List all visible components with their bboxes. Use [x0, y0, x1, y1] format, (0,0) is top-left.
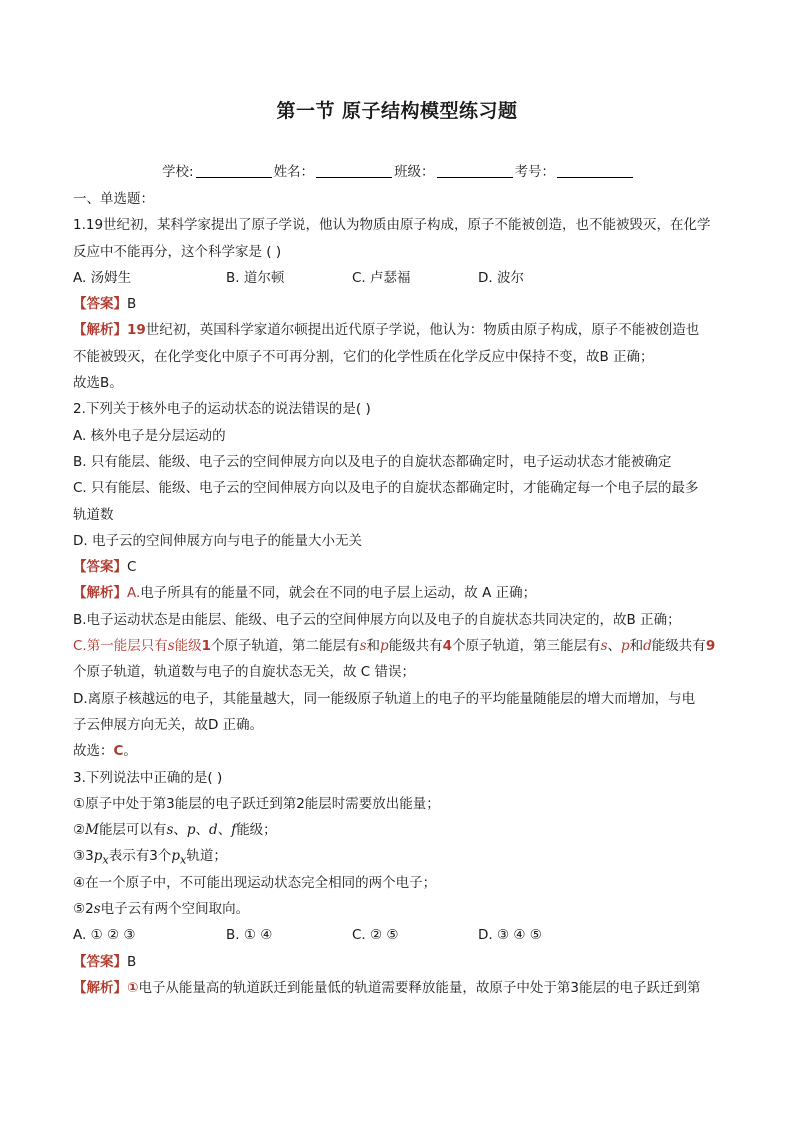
statement-number: ⑤2 [73, 901, 94, 918]
orbital-symbol: s [166, 822, 174, 839]
q2-option-c-line2: 轨道数 [73, 506, 114, 523]
q3-option-b: B. ① ④ [226, 927, 273, 944]
class-blank[interactable] [437, 163, 513, 178]
q2-conclusion-head: 故选： [73, 743, 114, 760]
analysis-tag: 【解析】 [73, 322, 127, 339]
q3-statement-4: ④在一个原子中，不可能出现运动状态完全相同的两个电子； [73, 874, 437, 891]
statement-text: 表示有3个 [108, 848, 172, 865]
q3-options [73, 922, 733, 948]
q3-statement-3 [73, 843, 733, 869]
school-label: 学校: [162, 164, 194, 180]
exam-number-label: 考号： [514, 164, 556, 180]
orbital-symbol: p [621, 638, 630, 655]
q2-analysis-c-text: 第一能层只有 [86, 638, 168, 655]
q2-analysis-c-line2: 个原子轨道，轨道数与电子的自旋状态无关，故 C 错误； [73, 664, 416, 681]
q1-option-b: B. 道尔顿 [226, 269, 285, 286]
q1-answer [73, 291, 733, 317]
orbital-subscript: x [102, 854, 109, 868]
q3-statement-2 [73, 817, 733, 843]
q3-option-c: C. ② ⑤ [352, 927, 399, 944]
statement-number: ② [73, 822, 86, 839]
q2-analysis-c-text: 能级共有 [388, 638, 443, 655]
q2-analysis-c-text: 和 [366, 638, 380, 655]
q2-analysis-c-text: 能级 [174, 638, 202, 655]
q2-analysis-c-text: 、 [607, 638, 621, 655]
statement-number: ③3 [73, 848, 94, 865]
q2-analysis-d-line1: D.离原子核越远的电子，其能量越大，同一能级原子轨道上的电子的平均能量随能层的增大而增加，与电 [73, 690, 696, 707]
q3-analysis-head: ① [127, 979, 139, 996]
answer-tag: 【答案】 [73, 559, 127, 576]
section-heading: 一、单选题： [73, 191, 154, 207]
q2-analysis-c-text: 能级共有 [651, 638, 706, 655]
q2-conclusion-tail: 。 [123, 743, 137, 760]
page-title: 第一节 原子结构模型练习题 [276, 100, 518, 122]
answer-tag: 【答案】 [73, 296, 127, 313]
statement-text: 、 [217, 822, 232, 839]
q3-option-a: A. ① ② ③ [73, 927, 136, 944]
q1-analysis-text1: 世纪初，英国科学家道尔顿提出近代原子学说，他认为：物质由原子构成，原子不能被创造也 [145, 322, 700, 339]
name-label: 姓名： [273, 164, 315, 180]
q1-analysis-number: 19 [127, 322, 146, 339]
q2-analysis-d-line2: 子云伸展方向无关，故D 正确。 [73, 716, 264, 733]
q2-analysis-c-text: 个原子轨道，第二能层有 [211, 638, 360, 655]
q2-analysis-c-text: 个原子轨道，第三能层有 [452, 638, 601, 655]
q1-analysis-line1 [73, 317, 733, 343]
orbital-symbol: s [600, 638, 608, 655]
q1-answer-value: B [127, 296, 137, 313]
orbital-count: 1 [201, 638, 212, 655]
q2-option-c-line1: C. 只有能层、能级、电子云的空间伸展方向以及电子的自旋状态都确定时，才能确定每一个电子层的最多 [73, 480, 699, 497]
statement-text: 能层可以有 [98, 822, 167, 839]
orbital-symbol: p [171, 848, 180, 865]
orbital-symbol: p [186, 822, 196, 839]
q1-options [73, 265, 733, 291]
class-label: 班级： [394, 164, 435, 180]
q1-stem-line1: 1.19世纪初，某科学家提出了原子学说，他认为物质由原子构成，原子不能被创造，也不能被毁灭，在化学 [73, 217, 711, 234]
q2-answer-value: C [127, 559, 137, 576]
q2-analysis-c-head: C. [73, 638, 87, 655]
q3-analysis-text: 电子从能量高的轨道跃迁到能量低的轨道需要释放能量，故原子中处于第3能层的电子跃迁到第 [138, 979, 701, 996]
statement-text: 能级； [236, 822, 277, 839]
orbital-symbol: d [643, 638, 652, 655]
statement-text: 轨道； [186, 848, 227, 865]
orbital-symbol: d [209, 822, 218, 839]
analysis-tag: 【解析】 [73, 979, 127, 996]
orbital-count: 4 [442, 638, 453, 655]
orbital-subscript: x [179, 854, 187, 868]
name-blank[interactable] [316, 163, 392, 178]
q2-option-d: D. 电子云的空间伸展方向与电子的能量大小无关 [73, 532, 362, 549]
statement-text: 电子云有两个空间取向。 [100, 901, 250, 918]
document-content [73, 186, 733, 1001]
q2-analysis-a [73, 580, 733, 606]
exam-number-blank[interactable] [557, 163, 633, 178]
q3-statement-5 [73, 896, 733, 922]
q2-answer [73, 554, 733, 580]
q2-option-a: A. 核外电子是分层运动的 [73, 427, 226, 444]
q2-stem: 2.下列关于核外电子的运动状态的说法错误的是( ) [73, 401, 371, 418]
q1-option-c: C. 卢瑟福 [352, 269, 411, 286]
orbital-symbol: p [380, 638, 389, 655]
q1-analysis-line2: 不能被毁灭，在化学变化中原子不可再分割，它们的化学性质在化学反应中保持不变，故B 正确； [73, 348, 654, 365]
q1-option-a: A. 汤姆生 [73, 269, 132, 286]
q3-answer-value: B [127, 953, 137, 970]
q2-conclusion [73, 738, 733, 764]
school-blank[interactable] [196, 163, 272, 178]
q3-analysis-line1 [73, 975, 733, 1001]
q2-analysis-c-line1 [73, 633, 733, 659]
student-info-line [162, 160, 635, 180]
orbital-symbol: s [93, 901, 101, 918]
orbital-count: 9 [705, 638, 716, 655]
answer-tag: 【答案】 [73, 953, 127, 970]
q2-analysis-c-text: 和 [629, 638, 644, 655]
analysis-tag: 【解析】 [73, 585, 127, 602]
q2-analysis-a-head: A. [127, 585, 141, 602]
q2-analysis-b: B.电子运动状态是由能层、能级、电子云的空间伸展方向以及电子的自旋状态共同决定的，故B 正确； [73, 611, 681, 628]
q2-option-b: B. 只有能层、能级、电子云的空间伸展方向以及电子的自旋状态都确定时，电子运动状态才能被确定 [73, 453, 672, 470]
statement-text: 、 [195, 822, 210, 839]
q2-analysis-a-text: 电子所具有的能量不同，就会在不同的电子层上运动，故 A 正确； [140, 585, 537, 602]
q3-stem: 3.下列说法中正确的是( ) [73, 769, 223, 786]
q1-option-d: D. 波尔 [478, 269, 524, 286]
shell-symbol: M [85, 822, 99, 839]
orbital-symbol: s [167, 638, 175, 655]
statement-text: 、 [173, 822, 187, 839]
orbital-symbol: s [359, 638, 367, 655]
orbital-symbol: f [231, 822, 237, 839]
q3-answer [73, 949, 733, 975]
q1-stem-line2: 反应中不能再分，这个科学家是 ( ) [73, 243, 282, 260]
q3-statement-1: ①原子中处于第3能层的电子跃迁到第2能层时需要放出能量； [73, 795, 440, 812]
q1-conclusion: 故选B。 [73, 375, 123, 392]
q2-conclusion-answer: C [113, 743, 124, 760]
q3-option-d: D. ③ ④ ⑤ [478, 927, 542, 944]
orbital-symbol: p [93, 848, 103, 865]
